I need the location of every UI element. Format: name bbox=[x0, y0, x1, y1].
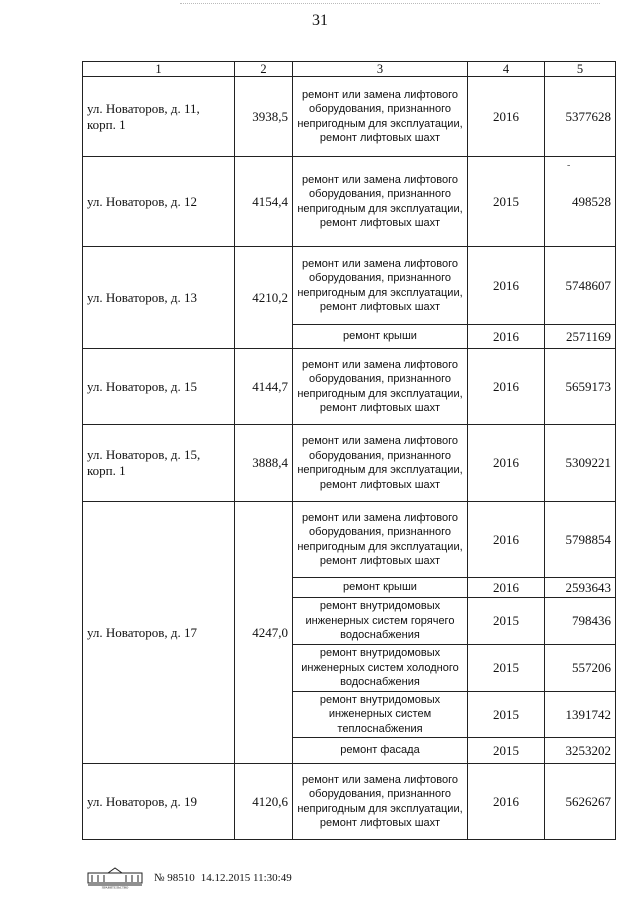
column-number-row bbox=[83, 62, 616, 77]
page-number: 31 bbox=[312, 12, 328, 29]
year-cell: 2016 bbox=[468, 425, 545, 502]
cost-cell: 5626267 bbox=[545, 764, 616, 840]
year-cell: 2015 bbox=[468, 738, 545, 764]
address-cell: ул. Новаторов, д. 12 bbox=[83, 157, 235, 247]
table-row bbox=[83, 247, 616, 325]
column-header: 5 bbox=[545, 62, 616, 77]
work-type-cell: ремонт внутридомовых инженерных систем холодного водоснабжения bbox=[293, 645, 468, 692]
area-cell: 3938,5 bbox=[235, 77, 293, 157]
area-cell: 4247,0 bbox=[235, 502, 293, 764]
cost-cell: 798436 bbox=[545, 598, 616, 645]
scan-tick-mark: - bbox=[567, 160, 571, 171]
table-row bbox=[83, 349, 616, 425]
address-cell: ул. Новаторов, д. 15, корп. 1 bbox=[83, 425, 235, 502]
repair-registry-table bbox=[82, 61, 616, 840]
area-cell: 4210,2 bbox=[235, 247, 293, 349]
work-type-cell: ремонт фасада bbox=[293, 738, 468, 764]
cost-cell: 5748607 bbox=[545, 247, 616, 325]
cost-cell: 5309221 bbox=[545, 425, 616, 502]
year-cell: 2016 bbox=[468, 502, 545, 578]
year-cell: 2016 bbox=[468, 77, 545, 157]
cost-cell: 498528 bbox=[545, 157, 616, 247]
table-row bbox=[83, 764, 616, 840]
work-type-cell: ремонт или замена лифтового оборудования, признанного непригодным для эксплуатации, ремонт лифтовых шахт bbox=[293, 764, 468, 840]
table-row bbox=[83, 425, 616, 502]
work-type-cell: ремонт или замена лифтового оборудования, признанного непригодным для эксплуатации, ремонт лифтовых шахт bbox=[293, 157, 468, 247]
area-cell: 4154,4 bbox=[235, 157, 293, 247]
address-cell: ул. Новаторов, д. 19 bbox=[83, 764, 235, 840]
column-header: 4 bbox=[468, 62, 545, 77]
work-type-cell: ремонт или замена лифтового оборудования, признанного непригодным для эксплуатации, ремонт лифтовых шахт bbox=[293, 349, 468, 425]
year-cell: 2015 bbox=[468, 598, 545, 645]
table-row bbox=[83, 77, 616, 157]
year-cell: 2015 bbox=[468, 157, 545, 247]
column-header: 1 bbox=[83, 62, 235, 77]
address-cell: ул. Новаторов, д. 11, корп. 1 bbox=[83, 77, 235, 157]
scan-artifact-line bbox=[180, 3, 600, 8]
cost-cell: 5659173 bbox=[545, 349, 616, 425]
work-type-cell: ремонт крыши bbox=[293, 325, 468, 349]
area-cell: 3888,4 bbox=[235, 425, 293, 502]
year-cell: 2016 bbox=[468, 578, 545, 598]
cost-cell: 2593643 bbox=[545, 578, 616, 598]
work-type-cell: ремонт внутридомовых инженерных систем горячего водоснабжения bbox=[293, 598, 468, 645]
work-type-cell: ремонт или замена лифтового оборудования, признанного непригодным для эксплуатации, ремонт лифтовых шахт bbox=[293, 502, 468, 578]
address-cell: ул. Новаторов, д. 17 bbox=[83, 502, 235, 764]
work-type-cell: ремонт или замена лифтового оборудования, признанного непригодным для эксплуатации, ремонт лифтовых шахт bbox=[293, 247, 468, 325]
year-cell: 2016 bbox=[468, 325, 545, 349]
column-header: 3 bbox=[293, 62, 468, 77]
table-row bbox=[83, 157, 616, 247]
document-timestamp: 14.12.2015 11:30:49 bbox=[200, 872, 292, 884]
cost-cell: 557206 bbox=[545, 645, 616, 692]
year-cell: 2016 bbox=[468, 764, 545, 840]
cost-cell: 1391742 bbox=[545, 692, 616, 738]
year-cell: 2015 bbox=[468, 692, 545, 738]
year-cell: 2015 bbox=[468, 645, 545, 692]
work-type-cell: ремонт крыши bbox=[293, 578, 468, 598]
table-row bbox=[83, 502, 616, 578]
work-type-cell: ремонт внутридомовых инженерных систем теплоснабжения bbox=[293, 692, 468, 738]
year-cell: 2016 bbox=[468, 349, 545, 425]
work-type-cell: ремонт или замена лифтового оборудования, признанного непригодным для эксплуатации, ремонт лифтовых шахт bbox=[293, 425, 468, 502]
work-type-cell: ремонт или замена лифтового оборудования, признанного непригодным для эксплуатации, ремонт лифтовых шахт bbox=[293, 77, 468, 157]
government-building-logo bbox=[86, 867, 144, 889]
address-cell: ул. Новаторов, д. 15 bbox=[83, 349, 235, 425]
logo-text: ПРАВИТЕЛЬСТВО bbox=[101, 885, 129, 889]
document-number: № 98510 bbox=[154, 872, 195, 884]
area-cell: 4144,7 bbox=[235, 349, 293, 425]
column-header: 2 bbox=[235, 62, 293, 77]
cost-cell: 5377628 bbox=[545, 77, 616, 157]
document-footer bbox=[86, 866, 292, 890]
cost-cell: 3253202 bbox=[545, 738, 616, 764]
cost-cell: 5798854 bbox=[545, 502, 616, 578]
year-cell: 2016 bbox=[468, 247, 545, 325]
address-cell: ул. Новаторов, д. 13 bbox=[83, 247, 235, 349]
area-cell: 4120,6 bbox=[235, 764, 293, 840]
cost-cell: 2571169 bbox=[545, 325, 616, 349]
